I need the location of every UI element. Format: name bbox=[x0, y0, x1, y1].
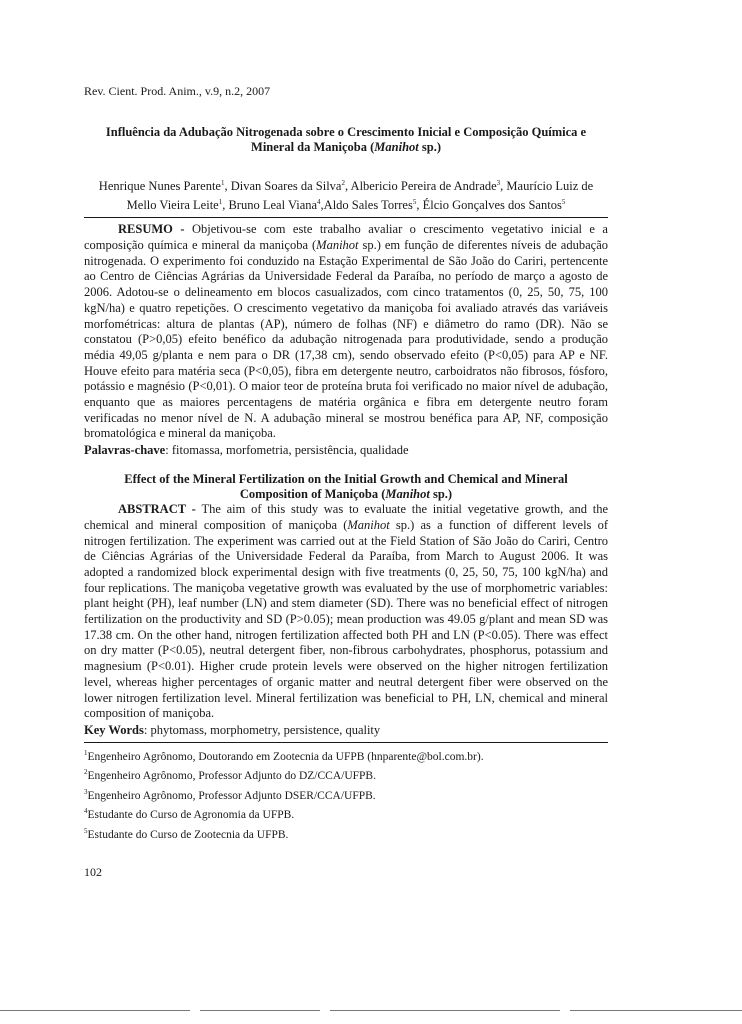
footnote bbox=[84, 746, 608, 765]
key-words-label: Key Words bbox=[84, 723, 144, 737]
author-separator: , Maurício Luiz de Mello Vieira Leite bbox=[126, 179, 594, 213]
palavras-chave-label: Palavras-chave bbox=[84, 443, 166, 458]
author-separator: , bbox=[416, 198, 423, 213]
footnote bbox=[84, 824, 608, 843]
key-words bbox=[84, 722, 608, 738]
article-page bbox=[84, 84, 608, 880]
scan-mark bbox=[570, 1010, 742, 1011]
abstract-genus: Manihot bbox=[347, 517, 390, 532]
resumo-label: RESUMO - bbox=[118, 222, 192, 237]
author-affiliation-mark: 4 bbox=[317, 198, 321, 207]
author-name: Élcio Gonçalves dos Santos bbox=[422, 198, 562, 213]
scan-edge-marks bbox=[0, 1010, 742, 1014]
footnote bbox=[84, 785, 608, 804]
author-name: Bruno Leal Viana bbox=[228, 198, 318, 213]
footnote-text: Engenheiro Agrônomo, Professor Adjunto DSER/CCA/UFPB. bbox=[87, 789, 376, 802]
author-separator: , bbox=[320, 198, 324, 213]
author-affiliation-mark: 5 bbox=[412, 198, 417, 207]
author-separator: , bbox=[224, 179, 231, 194]
resumo-genus: Manihot bbox=[316, 238, 359, 253]
resumo-paragraph bbox=[84, 222, 608, 442]
en-title-line1: Effect of the Mineral Fertilization on the Initial Growth and Chemical and Mineral bbox=[124, 472, 568, 487]
footnote-mark: 1 bbox=[84, 749, 88, 757]
footnote bbox=[84, 804, 608, 823]
pt-title-genus: Manihot bbox=[374, 140, 419, 154]
author-affiliation-mark: 1 bbox=[220, 179, 225, 187]
author-affiliation-mark: 3 bbox=[496, 179, 501, 187]
author-list bbox=[84, 175, 608, 213]
footnote-mark: 4 bbox=[84, 807, 88, 816]
footnote-text: Estudante do Curso de Zootecnia da UFPB. bbox=[87, 828, 289, 841]
author-separator: , bbox=[222, 198, 229, 213]
author-affiliation-mark: 2 bbox=[341, 179, 345, 187]
footnote-text: Engenheiro Agrônomo, Professor Adjunto do DZ/CCA/UFPB. bbox=[87, 770, 376, 783]
english-title bbox=[84, 472, 608, 502]
author-name: Albericio Pereira de Andrade bbox=[350, 179, 497, 194]
scan-mark bbox=[330, 1010, 560, 1011]
footnote bbox=[84, 765, 608, 784]
abstract-label: ABSTRACT - bbox=[118, 502, 202, 517]
author-affiliation-mark: 5 bbox=[561, 198, 566, 207]
pt-title-line1: Influência da Adubação Nitrogenada sobre o Crescimento Inicial e Composição Química e bbox=[105, 125, 587, 139]
footnote-mark: 3 bbox=[84, 787, 88, 796]
page-number: 102 bbox=[84, 865, 102, 880]
footnote-text: Engenheiro Agrônomo, Doutorando em Zootecnia da UFPB (hnparente@bol.com.br). bbox=[87, 750, 484, 763]
palavras-chave-text: : fitomassa, morfometria, persistência, qualidade bbox=[165, 443, 409, 458]
abstract-paragraph bbox=[84, 502, 608, 722]
journal-header: Rev. Cient. Prod. Anim., v.9, n.2, 2007 bbox=[84, 84, 271, 98]
palavras-chave bbox=[84, 442, 608, 458]
footnote-text: Estudante do Curso de Agronomia da UFPB. bbox=[87, 809, 295, 822]
author-name: Divan Soares da Silva bbox=[230, 179, 342, 194]
resumo-text-2: sp.) em função de diferentes níveis de adubação nitrogenada. O experimento foi conduzido na Estação Experimental de São João do Cariri, pertencente ao Centro de Ciências Agrárias da Universidade Federal da Paraíba, no período de março a agosto de 2006. Adotou-se o delineamento em blocos casualizados, com cinco tratamentos (0, 25, 50, 75, 100 kgN/ha) e quatro repetições. O crescimento vegetativo da maniçoba foi avaliado através das variáveis morfométricas: altura de plantas (AP), número de folhas (NF) e diâmetro do ramo (DR). Não se constatou (P>0,05) efeito benéfico da adubação nitrogenada para produtividade, sendo a produção média 49,05 g/planta e nem para o DR (17,38 cm), sendo observado efeito (P<0,05) para AP e NF. Houve efeito para matéria seca (P<0,05), fibra em detergente neutro, carboidratos não fibrosos, fósforo, potássio e magnésio (P<0,01). O maior teor de proteína bruta foi verificado no maior nível de adubação, enquanto que as maiores percentagens de matéria orgânica e fibra em detergente neutro foram verificadas no menor nível de N. A adubação mineral se mostrou benéfica para AP, NF, composição bromatológica e mineral da maniçoba. bbox=[84, 238, 608, 441]
footnote-rule bbox=[84, 742, 608, 743]
footnotes bbox=[84, 746, 608, 843]
resumo-text-1: Objetivou-se com este trabalho avaliar o crescimento vegetativo inicial e a composição química e mineral da maniçoba ( bbox=[84, 222, 608, 253]
en-title-genus: Manihot bbox=[385, 487, 430, 502]
author-separator: , bbox=[344, 179, 351, 194]
footnote-mark: 2 bbox=[84, 768, 88, 777]
scan-mark bbox=[0, 1010, 190, 1011]
portuguese-title bbox=[84, 125, 608, 155]
scan-mark bbox=[200, 1010, 320, 1011]
author-name: Aldo Sales Torres bbox=[323, 198, 413, 213]
key-words-text: : phytomass, morphometry, persistence, quality bbox=[143, 723, 381, 737]
abstract-text-1: The aim of this study was to evaluate the initial vegetative growth, and the chemical and mineral composition of maniçoba ( bbox=[84, 502, 608, 532]
pt-title-line2-prefix: Mineral da Maniçoba ( bbox=[251, 140, 375, 154]
author-affiliation-mark: 1 bbox=[218, 198, 223, 207]
author-name: Henrique Nunes Parente bbox=[98, 179, 221, 194]
en-title-line2-suffix: sp.) bbox=[429, 487, 453, 502]
footnote-mark: 5 bbox=[84, 826, 88, 835]
en-title-line2-prefix: Composition of Maniçoba ( bbox=[239, 487, 386, 502]
pt-title-line2-suffix: sp.) bbox=[418, 140, 441, 154]
abstract-text-2: sp.) as a function of different levels of nitrogen fertilization. The experiment was carried out at the Field Station of São João do Cariri, Centro de Ciências Agrárias of the Universidade Federal da Paraíba, from March to August 2006. It was adopted a randomized block experimental design with five treatments (0, 25, 50, 75, 100 kgN/ha) and four replications. The maniçoba vegetative growth was evaluated by the use of morphometric variables: plant height (PH), leaf number (LN) and stem diameter (SD). There was no beneficial effect of nitrogen fertilization on the productivity and SD (P>0.05); mean production was 49.05 g/plant and mean SD was 17.38 cm. On the other hand, nitrogen fertilization affected both PH and LN (P<0.05). There was effect on dry matter (P<0.05), neutral detergent fiber, non-fibrous carbohydrates, phosphorus, potassium and magnesium (P<0.01). Higher crude protein levels were observed on the higher nitrogen fertilization level, whereas higher percentages of organic matter and neutral detergent fiber were observed on the lower nitrogen fertilization level. Mineral fertilization was beneficial to PH, LN, chemical and mineral composition of maniçoba. bbox=[84, 517, 608, 721]
header-rule bbox=[84, 217, 608, 218]
